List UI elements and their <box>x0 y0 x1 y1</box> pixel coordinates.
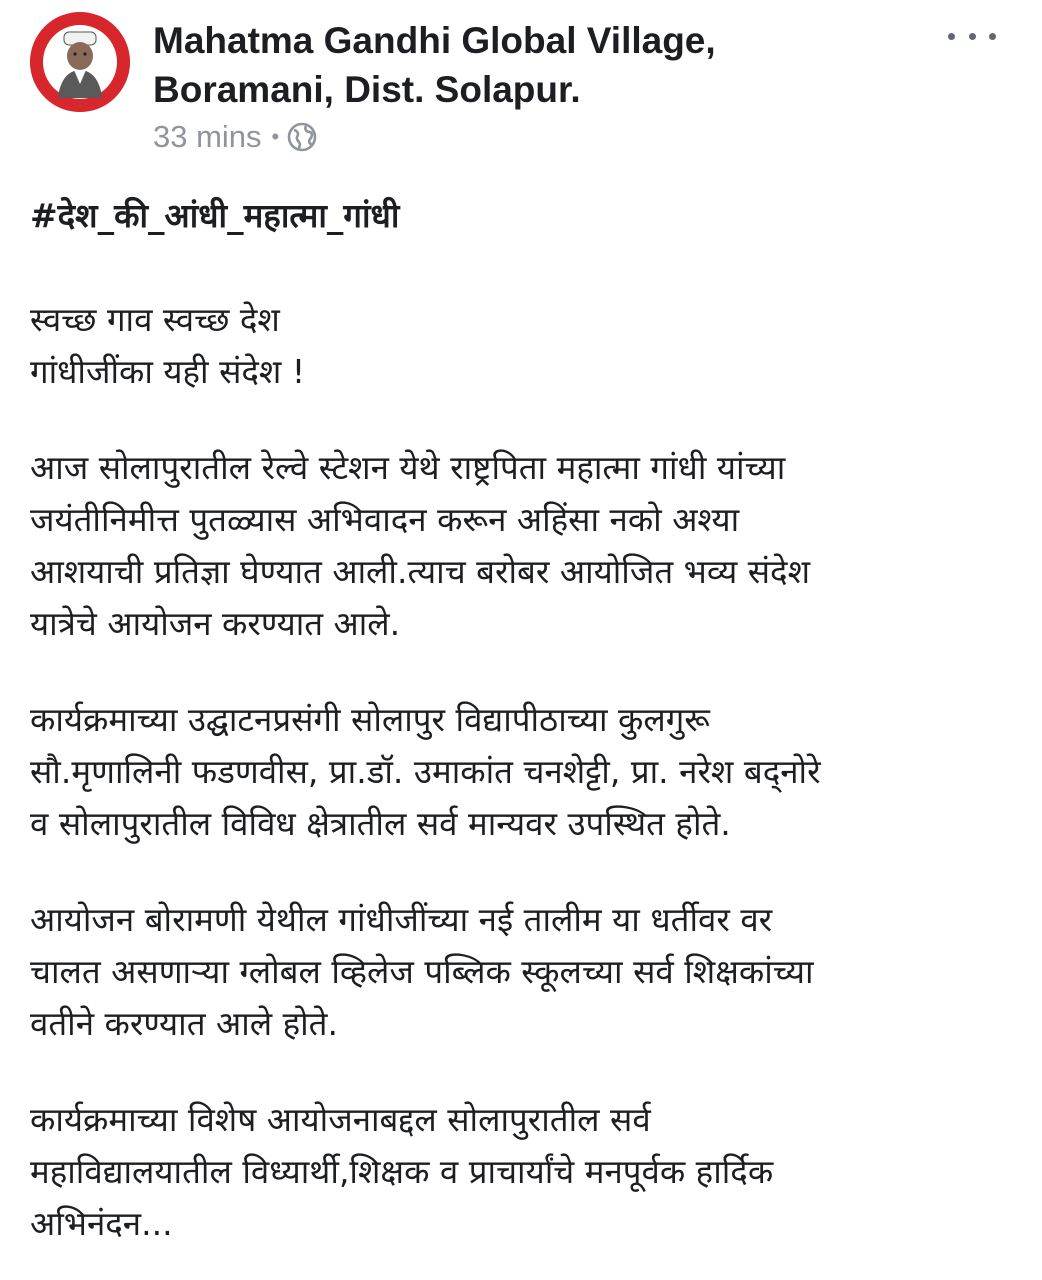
post-line: अभिनंदन... <box>30 1204 173 1243</box>
post-line: सौ.मृणालिनी फडणवीस, प्रा.डॉ. उमाकांत चनशेट्टी, प्रा. नरेश बद्नोरे <box>30 752 821 791</box>
hashtag-link[interactable]: #देश_की_आंधी_महात्मा_गांधी <box>30 196 400 235</box>
more-dot <box>969 33 976 40</box>
post-line: जयंतीनिमीत्त पुतळ्यास अभिवादन करून अहिंसा नको अश्या <box>30 500 740 539</box>
post-line: कार्यक्रमाच्या उद्घाटनप्रसंगी सोलापुर विद्यापीठाच्या कुलगुरू <box>30 700 710 739</box>
more-options-button[interactable] <box>948 18 996 54</box>
post-line: यात्रेचे आयोजन करण्यात आले. <box>30 604 401 643</box>
post-paragraph-organizer <box>30 894 1020 1050</box>
page-name-line-2: Boramani, Dist. Solapur. <box>153 69 581 110</box>
more-dot <box>989 33 996 40</box>
post-line: वतीने करण्यात आले होते. <box>30 1004 338 1043</box>
post-paragraph-thanks <box>30 1094 1020 1250</box>
page-name-link[interactable] <box>153 16 873 114</box>
post-line: आशयाची प्रतिज्ञा घेण्यात आली.त्याच बरोबर आयोजित भव्य संदेश <box>30 552 811 591</box>
post-line: चालत असणाऱ्या ग्लोबल व्हिलेज पब्लिक स्कूलच्या सर्व शिक्षकांच्या <box>30 952 814 991</box>
post-paragraph-event <box>30 442 1020 650</box>
post-meta <box>153 116 317 158</box>
post-timestamp-link[interactable]: 33 mins <box>153 119 262 154</box>
page-name-line-1: Mahatma Gandhi Global Village, <box>153 20 716 61</box>
post-line: व सोलापुरातील विविध क्षेत्रातील सर्व मान्यवर उपस्थित होते. <box>30 804 731 843</box>
more-dot <box>948 33 955 40</box>
post-line: आज सोलापुरातील रेल्वे स्टेशन येथे राष्ट्रपिता महात्मा गांधी यांच्या <box>30 448 786 487</box>
page-avatar[interactable] <box>30 12 130 112</box>
post-line: गांधीजींका यही संदेश ! <box>30 352 306 391</box>
post-line: महाविद्यालयातील विध्यार्थी,शिक्षक व प्राचार्यांचे मनपूर्वक हार्दिक <box>30 1152 774 1191</box>
post-header <box>0 0 1042 170</box>
meta-separator: • <box>271 124 280 149</box>
post-paragraph-slogan <box>30 294 1020 398</box>
post-text <box>30 190 1020 1250</box>
post-paragraph-guests <box>30 694 1020 850</box>
globe-icon[interactable] <box>287 122 317 152</box>
page-logo-image <box>30 12 130 112</box>
post-line: स्वच्छ गाव स्वच्छ देश <box>30 300 280 339</box>
post-line: कार्यक्रमाच्या विशेष आयोजनाबद्दल सोलापुरातील सर्व <box>30 1100 651 1139</box>
post-line: आयोजन बोरामणी येथील गांधीजींच्या नई तालीम या धर्तीवर वर <box>30 900 773 939</box>
